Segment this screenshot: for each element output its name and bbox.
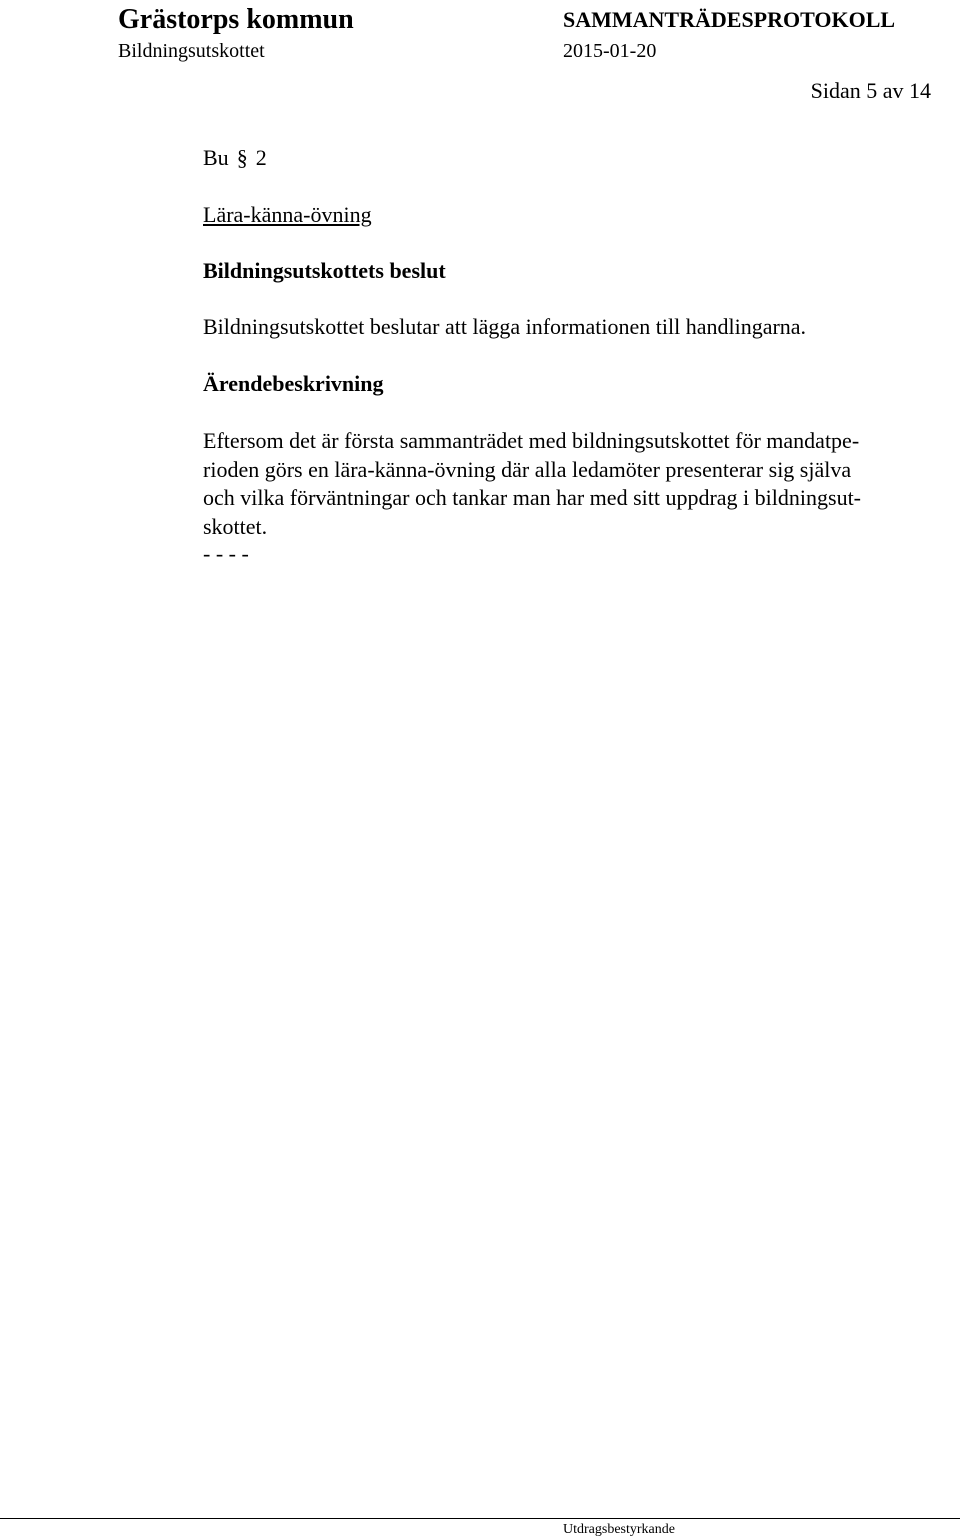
committee-name: Bildningsutskottet: [118, 40, 265, 62]
paragraph-prefix: Bu: [203, 145, 229, 170]
document-header-right: [563, 4, 895, 63]
section-symbol: §: [236, 145, 248, 170]
paragraph-id: [203, 145, 267, 171]
description-text: [203, 427, 933, 541]
organization-name: Grästorps kommun: [118, 4, 354, 35]
meeting-date: 2015-01-20: [563, 40, 657, 62]
description-line: skottet.: [203, 513, 268, 539]
footer-verification-label: Utdragsbestyrkande: [563, 1522, 675, 1537]
document-header-left: [118, 4, 354, 63]
item-title: Lära-känna-övning: [203, 202, 372, 227]
decision-text: Bildningsutskottet beslutar att lägga informationen till handlingarna.: [203, 314, 807, 339]
paragraph-number: 2: [255, 145, 267, 170]
document-type: SAMMANTRÄDESPROTOKOLL: [563, 7, 896, 32]
description-line: och vilka förväntningar och tankar man har med sitt uppdrag i bildningsut-: [203, 485, 862, 510]
description-line: Eftersom det är första sammanträdet med bildningsutskottet för mandatpe-: [203, 428, 860, 453]
description-line: rioden görs en lära-känna-övning där alla ledamöter presenterar sig själva: [203, 456, 852, 482]
description-heading: Ärendebeskrivning: [203, 371, 384, 396]
footer-divider: [0, 1518, 960, 1519]
decision-heading: Bildningsutskottets beslut: [203, 258, 446, 283]
end-marker: - - - -: [203, 541, 249, 566]
page-number: Sidan 5 av 14: [810, 78, 931, 103]
